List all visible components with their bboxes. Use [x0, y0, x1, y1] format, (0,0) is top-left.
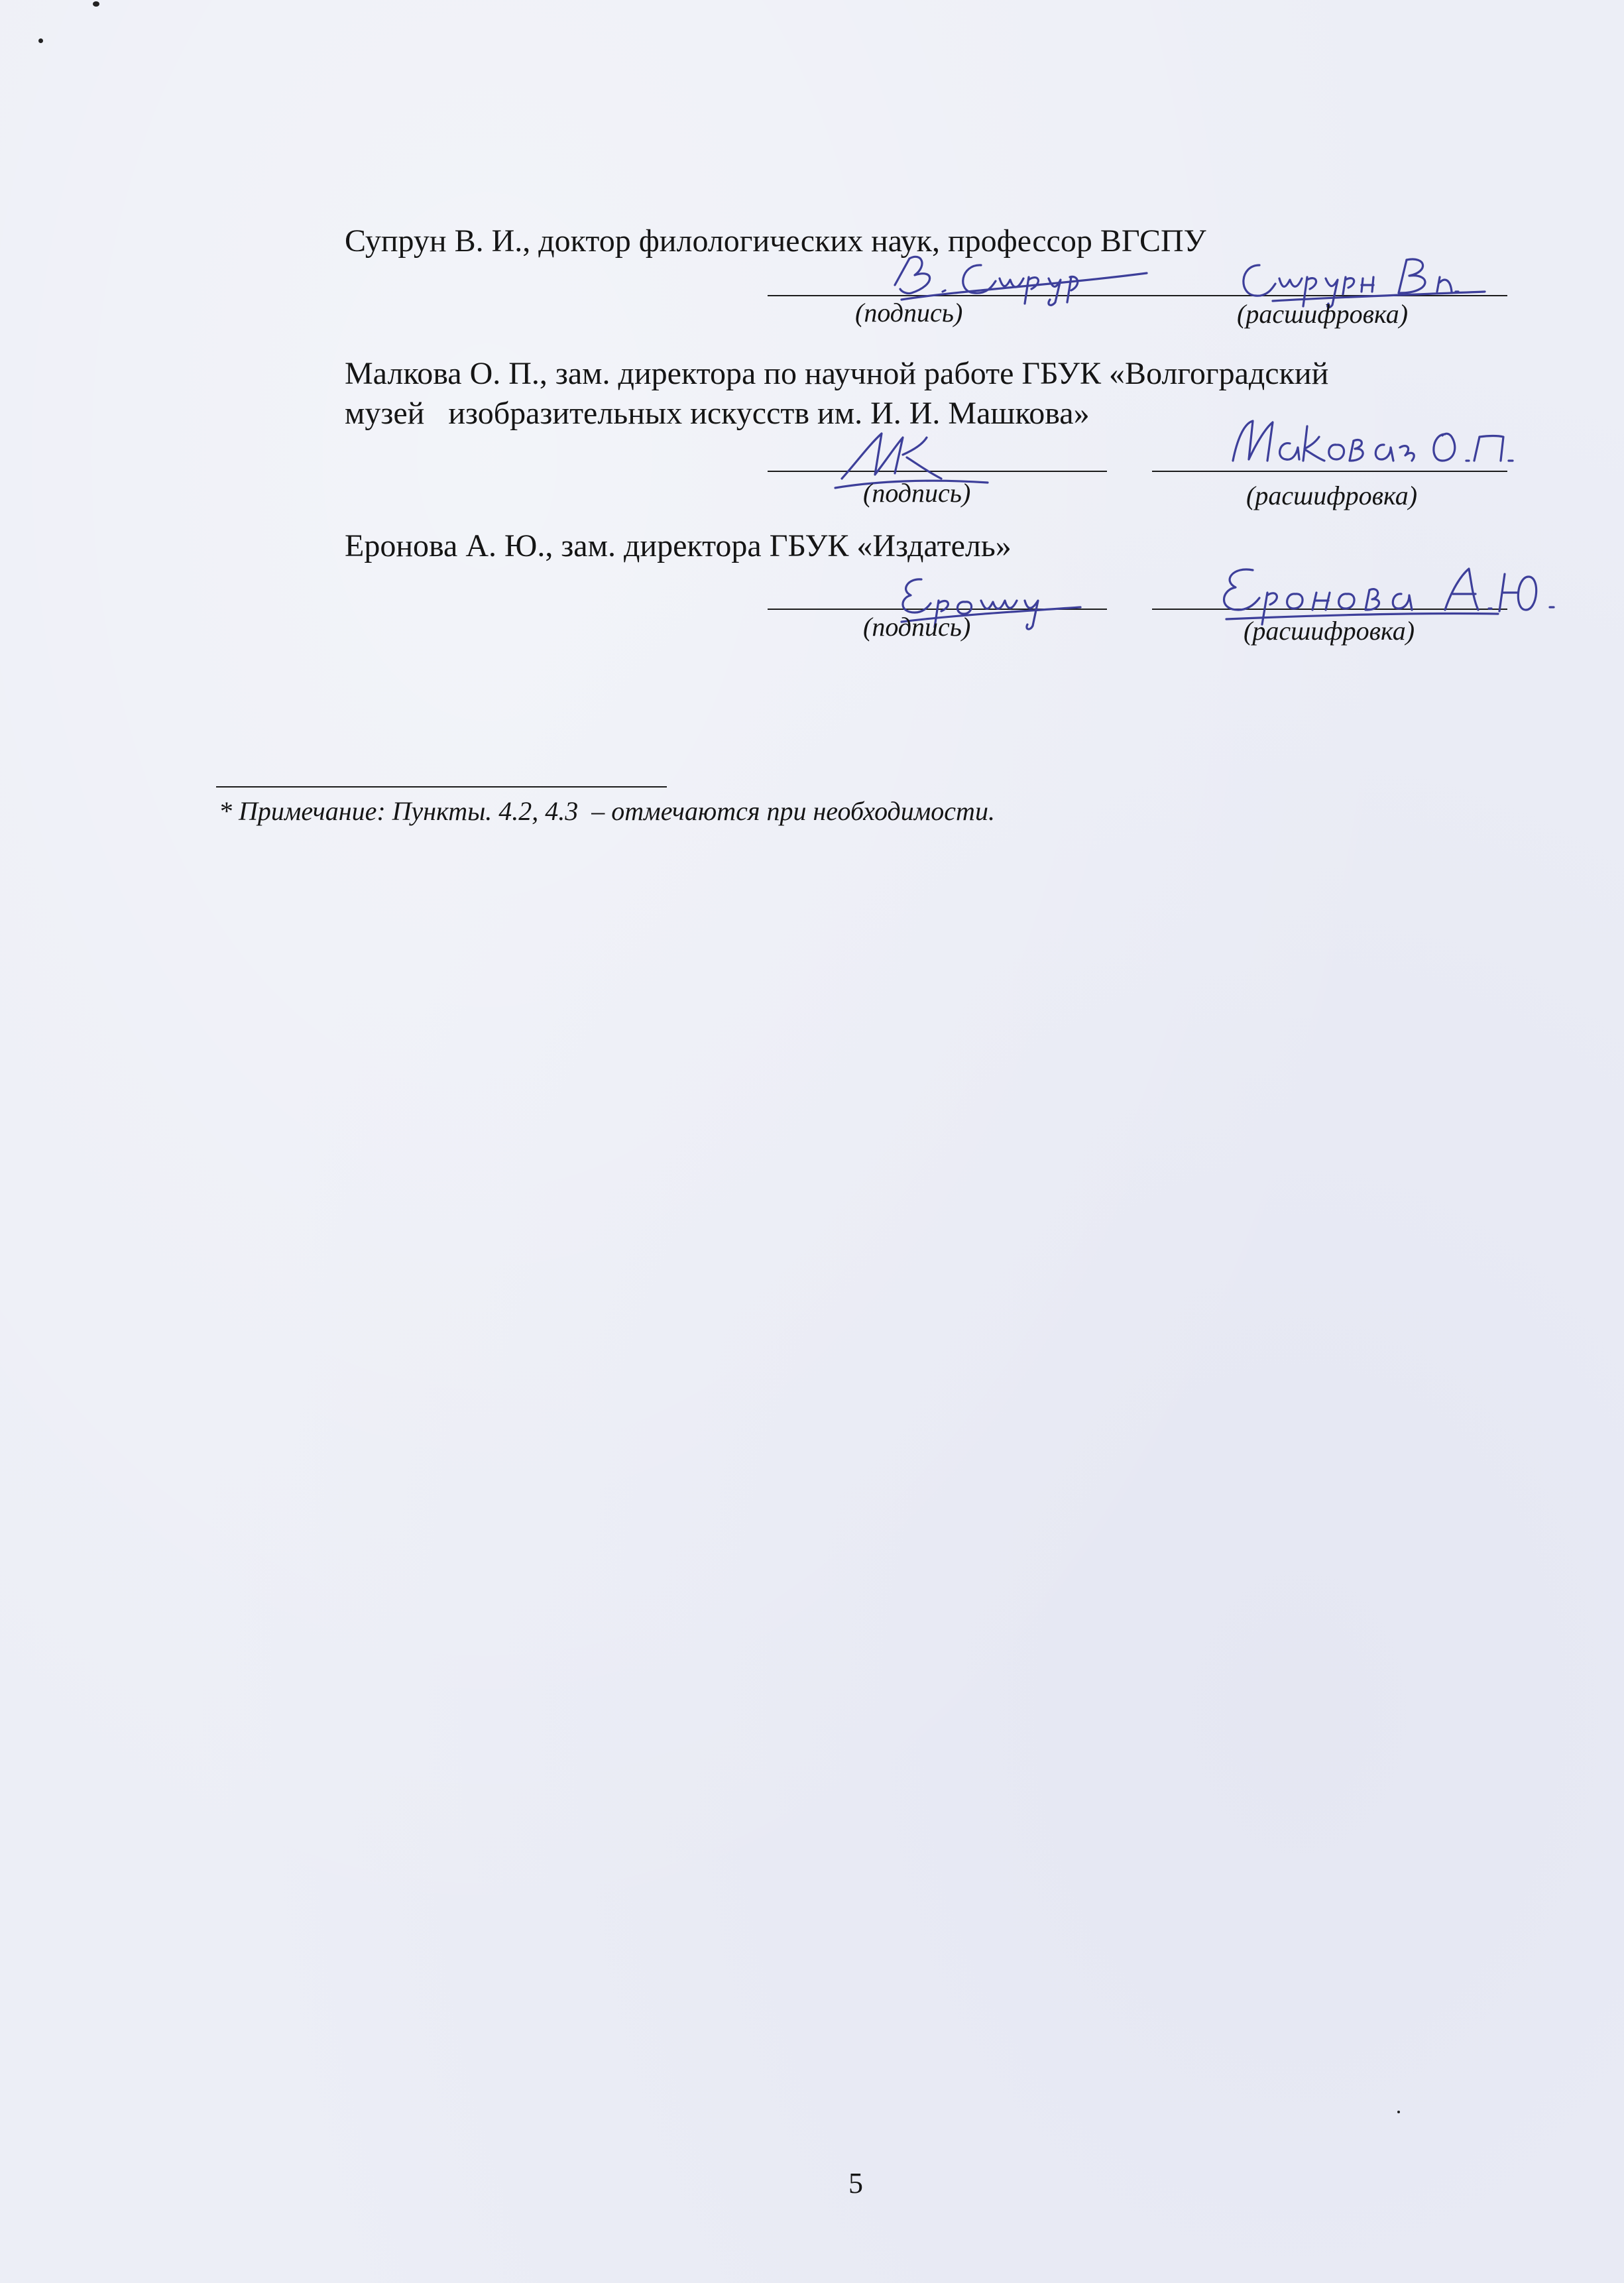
signatory-1-signature-caption: (подпись)	[855, 298, 963, 327]
scan-speck	[93, 1, 99, 7]
signatory-3-signature-caption: (подпись)	[863, 612, 971, 642]
signatory-2-name-line-1: Малкова О. П., зам. директора по научной работе ГБУК «Волгоградский	[345, 356, 1329, 391]
signatory-2-name-line-2: музей изобразительных искусств им. И. И. Машкова»	[345, 396, 1090, 431]
signatory-2-decryption-caption: (расшифровка)	[1246, 481, 1418, 510]
signatory-3-decryption-caption: (расшифровка)	[1244, 616, 1415, 646]
footnote-text: * Примечание: Пункты. 4.2, 4.3 – отмечаются при необходимости.	[219, 796, 995, 826]
signatory-3-name: Еронова А. Ю., зам. директора ГБУК «Издатель»	[345, 528, 1012, 563]
page-number: 5	[848, 2167, 863, 2199]
scan-speck	[1397, 2111, 1400, 2113]
signatory-1-decryption-caption: (расшифровка)	[1237, 299, 1409, 329]
scan-speck	[38, 38, 43, 43]
footnote-separator	[216, 786, 667, 788]
signatory-2-handwritten-decryption	[1206, 408, 1525, 481]
signatory-1-name: Супрун В. И., доктор филологических наук, профессор ВГСПУ	[345, 223, 1206, 259]
signatory-2-signature-caption: (подпись)	[863, 478, 971, 508]
